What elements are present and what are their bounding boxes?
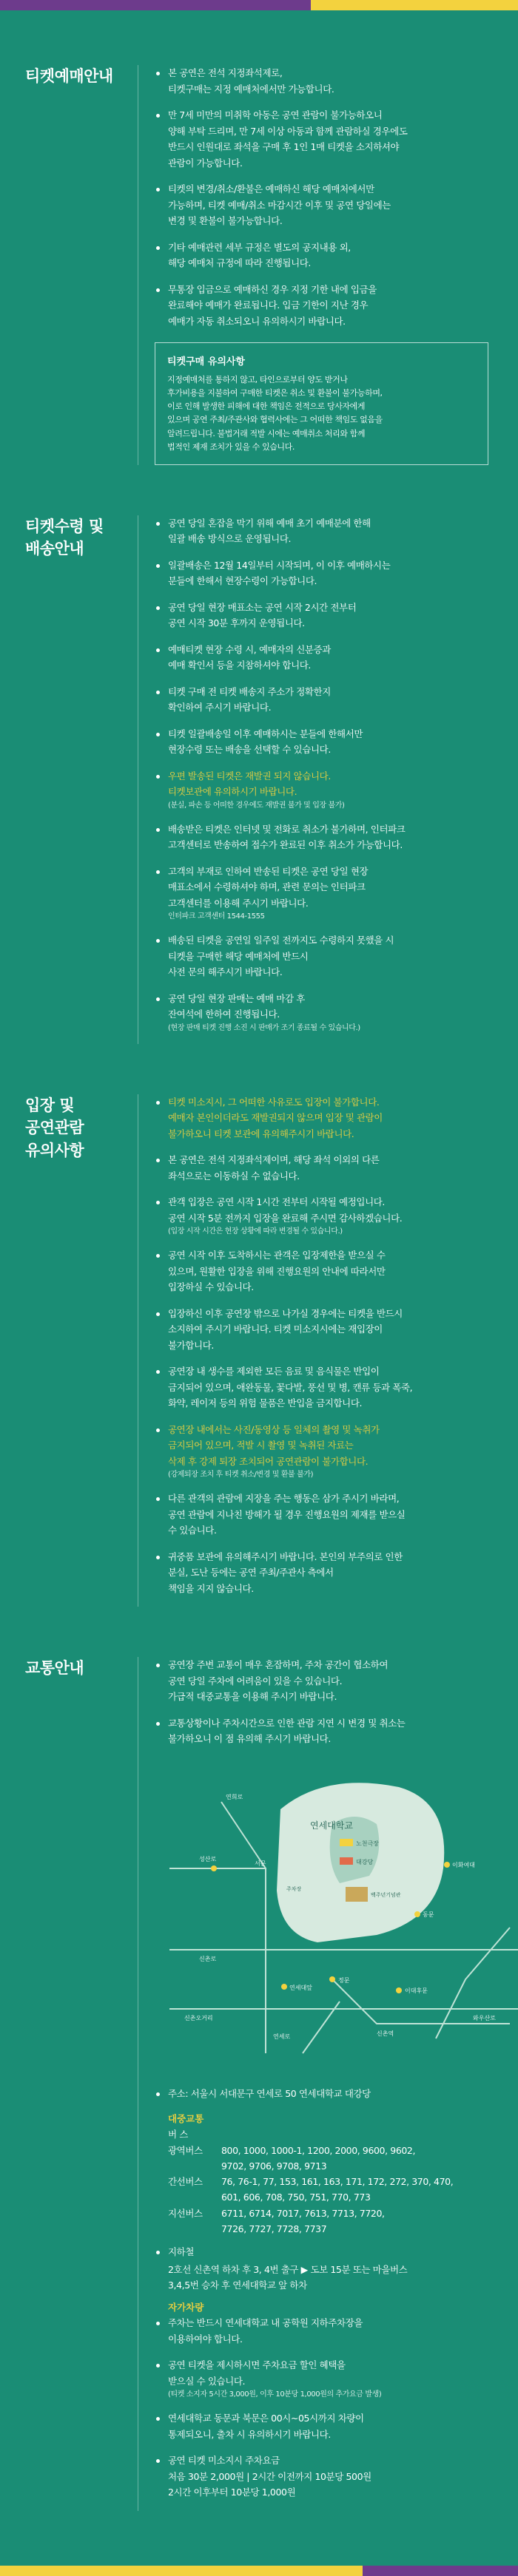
bus-route-numbers: 800, 1000, 1000-1, 1200, 2000, 9600, 9602, 9702, 9706, 9708, 9713 xyxy=(221,2144,416,2172)
road5-label: 와우산로 xyxy=(473,2014,496,2021)
list-item-text: 우편 발송된 티켓은 재발권 되지 않습니다. 티켓보관에 유의하시기 바랍니다. xyxy=(168,770,331,798)
admission-section xyxy=(0,1069,518,1633)
list-item-text: 공연 티켓을 제시하시면 주차요금 할인 혜택을 받으실 수 있습니다. xyxy=(168,2359,346,2387)
list-item: 만 7세 미만의 미취학 아동은 공연 관람이 불가능하오니 양해 부탁 드리며, 만 7세 이상 아동과 함께 관람하실 경우에도 반드시 인원대로 좌석을 구매 후 1인 1매 티켓을 소지하셔야 관람이 가능합니다. xyxy=(155,107,488,171)
list-item: 본 공연은 전석 지정좌석제로, 티켓구매는 지정 예매처에서만 가능합니다. xyxy=(155,65,488,97)
list-item-text: 배송된 티켓을 공연일 일주일 전까지도 수령하지 못했을 시 티켓을 구매한 해당 예매처에 반드시 사전 문의 해주시기 바랍니다. xyxy=(168,935,394,978)
list-item xyxy=(155,557,488,589)
list-item-text: 티켓 구매 전 티켓 배송지 주소가 정확한지 확인하여 주시기 바랍니다. xyxy=(168,685,331,714)
map-svg xyxy=(155,1758,518,2068)
list-item-text: 주차는 반드시 연세대학교 내 공학원 지하주차장을 이용하여야 합니다. xyxy=(168,2317,363,2345)
hall-label: 대강당 xyxy=(356,1858,374,1865)
list-item xyxy=(155,726,488,758)
list-item-text: 공연 당일 현장 판매는 예매 마감 후 잔여석에 한하여 진행됩니다. xyxy=(168,992,305,1020)
list-item: 티켓의 변경/취소/환불은 예매하신 해당 예매처에서만 가능하며, 티켓 예매/취소 마감시간 이후 및 공연 당일에는 변경 및 환불이 불가능합니다. xyxy=(155,181,488,229)
ticket-booking-title: 티켓예매안내 xyxy=(25,67,113,85)
ticket-delivery-title: 티켓수령 및 배송안내 xyxy=(25,517,104,558)
list-item-text: 공연 당일 혼잡을 막기 위해 예매 초기 예매분에 한해 일괄 배송 방식으로 운영됩니다. xyxy=(168,517,371,545)
bus-route-row xyxy=(155,2174,518,2206)
list-item: 공연장 주변 교통이 매우 혼잡하며, 주차 공간이 협소하여 공연 당일 주차에 어려움이 있을 수 있습니다. 가급적 대중교통을 이용해 주시기 바랍니다. xyxy=(155,1657,518,1705)
list-item: 기타 예매관련 세부 규정은 별도의 공지내용 외, 해당 예매처 규정에 따라 진행됩니다. xyxy=(155,240,488,271)
road3-label: 성산로 xyxy=(199,1855,217,1862)
transport-title: 교통안내 xyxy=(25,1659,84,1678)
library-marker xyxy=(346,1887,368,1902)
list-item-note: (입장 시작 시간은 현장 상황에 따라 변경될 수 있습니다.) xyxy=(168,1227,343,1236)
list-item-note: (강제퇴장 조치 후 티켓 취소/변경 및 환불 불가) xyxy=(168,1471,314,1479)
list-item xyxy=(155,2357,518,2400)
notice-text: 지정예매처를 통하지 않고, 타인으로부터 양도 받거나 후가비용을 지불하여 구매한 티켓은 취소 및 환불이 불가능하며, 이로 인해 발생한 피해에 대한 책임은 전적으로 당사자에게 있으며 공연 주최/주관사와 협력사에는 그 어떠한 책임도 없음을 알려드립니다. 불법거래 적발 시에는 예매취소 처리와 함께 법적인 제재 조치가 있을 수 있습니다. xyxy=(167,375,383,452)
list-item-text: 다른 관객의 관람에 지장을 주는 행동은 삼가 주시기 바라며, 공연 관람에 지나친 방해가 될 경우 진행요원의 제재를 받으실 수 있습니다. xyxy=(168,1493,406,1536)
car-heading: 자가차량 xyxy=(168,2302,204,2314)
west-gate-label: 서문 xyxy=(255,1860,266,1867)
transport-info xyxy=(155,2086,518,2501)
ticket-delivery-section xyxy=(0,490,518,1069)
list-item-note: (현장 판매 티켓 진행 소진 시 판매가 조기 종료될 수 있습니다.) xyxy=(168,1023,360,1032)
ticket-booking-list xyxy=(155,65,488,329)
list-item xyxy=(155,768,488,811)
list-item xyxy=(155,600,488,631)
top-color-bar xyxy=(0,0,518,10)
admission-body xyxy=(138,1094,488,1607)
notice-title: 티켓구매 유의사항 xyxy=(167,356,245,367)
list-item xyxy=(155,1306,488,1354)
list-item xyxy=(155,821,488,853)
list-item-text: 티켓 일괄배송일 이후 예매하시는 분들에 한해서만 현장수령 또는 배송을 선택할 수 있습니다. xyxy=(168,728,363,756)
list-item xyxy=(155,864,488,923)
list-item xyxy=(155,1491,488,1539)
list-item-text: 예매티켓 현장 수령 시, 예매자의 신분증과 예매 확인서 등을 지참하셔야 합니다. xyxy=(168,643,331,671)
public-transport-heading: 대중교통 xyxy=(168,2113,204,2125)
car-list xyxy=(155,2315,518,2501)
list-item: 무통장 입금으로 예매하신 경우 지정 기한 내에 입금을 완료해야 예매가 완료됩니다. 입금 기한이 지난 경우 예매가 자동 취소되오니 유의하시기 바랍니다. xyxy=(155,282,488,330)
bottom-color-bar xyxy=(0,2566,518,2576)
road4-label: 신촌오거리 xyxy=(184,2014,213,2021)
list-item xyxy=(155,991,488,1034)
info-page xyxy=(0,10,518,2566)
admission-list xyxy=(155,1094,488,1597)
ticket-purchase-notice-box xyxy=(155,342,488,465)
bus-type-label: 간선버스 xyxy=(168,2176,203,2188)
road1-label: 연세로 xyxy=(273,2033,291,2040)
transport-list xyxy=(155,1657,518,1747)
list-item-text: 배송받은 티켓은 인터넷 및 전화로 취소가 불가하며, 인터파크 고객센터로 반송하여 접수가 완료된 이후 취소가 가능합니다. xyxy=(168,823,406,851)
list-item xyxy=(155,1094,488,1142)
list-item-text: 티켓 미소지시, 그 어떠한 사유로도 입장이 불가합니다. 예매자 본인이더라도 재발권되지 않으며 입장 및 관람이 불가하오니 티켓 보관에 유의해주시기 바랍니다. xyxy=(168,1096,383,1139)
bus-stop-label: 연세대앞 xyxy=(289,1984,312,1991)
bus-route-row xyxy=(155,2143,518,2175)
list-item-text: 본 공연은 전석 지정좌석제이며, 해당 좌석 이외의 다른 좌석으로는 이동하실 수 없습니다. xyxy=(168,1154,380,1182)
parking-label: 주차장 xyxy=(286,1885,302,1892)
bus-route-numbers: 76, 76-1, 77, 153, 161, 163, 171, 172, 272, 370, 470, 601, 606, 708, 750, 751, 770, 773 xyxy=(221,2176,454,2203)
road6-label: 연희로 xyxy=(226,1793,243,1800)
subway-text: 2호선 신촌역 하차 후 3, 4번 출구 ▶ 도보 15분 또는 마을버스 3,4,5번 승차 후 연세대학교 앞 하차 xyxy=(168,2263,408,2291)
transport-section xyxy=(0,1632,518,2535)
ticket-booking-body xyxy=(138,65,488,465)
list-item xyxy=(155,2315,518,2347)
list-item-text: 공연장 내 생수를 제외한 모든 음료 및 음식물은 반입이 금지되어 있으며, 애완동물, 꽃다발, 풍선 및 병, 캔류 등과 폭죽, 화약, 레이저 등의 위험 물품은 반입을 금지합니다. xyxy=(168,1366,413,1409)
list-item xyxy=(155,515,488,547)
bus-route-row xyxy=(155,2206,518,2237)
list-item xyxy=(155,2410,518,2442)
list-item xyxy=(155,1194,488,1237)
subway-label: 신촌역 xyxy=(377,2030,394,2037)
bus-type-label: 지선버스 xyxy=(168,2207,203,2219)
list-item-note: (분실, 파손 등 어떠한 경우에도 재발권 불가 및 입장 불가) xyxy=(168,801,345,810)
subway-list xyxy=(155,2244,518,2260)
library-label: 백주년기념관 xyxy=(371,1891,401,1898)
east-gate-label: 동문 xyxy=(423,1911,434,1918)
main-gate-label: 정문 xyxy=(338,1976,350,1984)
list-item xyxy=(155,1422,488,1481)
list-item-text: 공연 당일 현장 매표소는 공연 시작 2시간 전부터 공연 시작 30분 후까지 운영됩니다. xyxy=(168,601,357,629)
list-item-text: 관객 입장은 공연 시작 1시간 전부터 시작될 예정입니다. 공연 시작 5분 전까지 입장을 완료해 주시면 감사하겠습니다. xyxy=(168,1196,403,1224)
transport-body xyxy=(138,1657,518,2510)
list-item xyxy=(155,1549,488,1597)
list-item xyxy=(155,1247,488,1295)
list-item-text: 고객의 부재로 인하여 반송된 티켓은 공연 당일 현장 매표소에서 수령하셔야 하며, 관련 문의는 인터파크 고객센터를 이용해 주시기 바랍니다. xyxy=(168,865,369,909)
venue-marker xyxy=(340,1839,353,1846)
campus-label: 연세대학교 xyxy=(310,1820,353,1831)
list-item-text: 연세대학교 동문과 북문은 00시~05시까지 차량이 통제되오니, 출차 시 유의하시기 바랍니다. xyxy=(168,2413,364,2440)
list-item-text: 공연 시작 이후 도착하시는 관객은 입장제한을 받으실 수 있으며, 원활한 입장을 위해 진행요원의 안내에 따라서만 입장하실 수 있습니다. xyxy=(168,1250,386,1293)
list-item-text: 공연 티켓 미소지시 주차요금 처음 30분 2,000원 | 2시간 이전까지 10분당 500원 2시간 이후부터 10분당 1,000원 xyxy=(168,2455,371,2498)
list-item-text: 귀중품 보관에 유의해주시기 바랍니다. 본인의 부주의로 인한 분실, 도난 등에는 공연 주최/주관사 측에서 책임을 지지 않습니다. xyxy=(168,1550,403,1594)
bus-type-label: 광역버스 xyxy=(168,2144,203,2156)
location-map xyxy=(155,1758,518,2068)
list-item xyxy=(155,932,488,980)
bus-route-numbers: 6711, 6714, 7017, 7613, 7713, 7720, 7726, 7727, 7728, 7737 xyxy=(221,2207,385,2234)
list-item-note: 인터파크 고객센터 1544-1555 xyxy=(168,912,265,921)
list-item xyxy=(155,1363,488,1411)
bus-rows xyxy=(155,2143,518,2237)
list-item-text: 공연장 내에서는 사진/동영상 등 일체의 촬영 및 녹취가 금지되어 있으며, 적발 시 촬영 및 녹취된 자료는 삭제 후 강제 퇴장 조치되어 공연관람이 불가합니다. xyxy=(168,1423,380,1467)
address-list xyxy=(155,2086,518,2102)
list-item-text: 입장하신 이후 공연장 밖으로 나가실 경우에는 티켓을 반드시 소지하여 주시기 바랍니다. 티켓 미소지시에는 재입장이 불가합니다. xyxy=(168,1307,403,1351)
bus-stop2-label: 이대후문 xyxy=(405,1987,428,1994)
road2-label: 신촌로 xyxy=(199,1955,217,1962)
list-item: 교통상황이나 주차시간으로 인한 관람 지연 시 변경 및 취소는 불가하오니 이 점 유의해 주시기 바랍니다. xyxy=(155,1715,518,1747)
address: 주소: 서울시 서대문구 연세로 50 연세대학교 대강당 xyxy=(155,2086,518,2102)
ticket-delivery-list xyxy=(155,515,488,1034)
admission-title: 입장 및 공연관람 유의사항 xyxy=(25,1096,84,1159)
venue-label: 노천극장 xyxy=(356,1840,379,1847)
ticket-booking-section xyxy=(0,40,518,490)
subway-heading: 지하철 xyxy=(155,2244,518,2260)
list-item xyxy=(155,1152,488,1184)
bus-heading: 버 스 xyxy=(168,2129,188,2141)
ticket-delivery-body xyxy=(138,515,488,1044)
station2-label: 이화여대 xyxy=(452,1861,475,1868)
list-item xyxy=(155,642,488,674)
list-item xyxy=(155,2453,518,2501)
hall-marker xyxy=(340,1857,353,1865)
list-item xyxy=(155,684,488,716)
list-item-text: 일괄배송은 12월 14일부터 시작되며, 이 이후 예매하시는 분들에 한해서 현장수령이 가능합니다. xyxy=(168,559,391,587)
list-item-note: (티켓 소지자 5시간 3,000원, 이후 10분당 1,000원의 추가요금 발생) xyxy=(168,2390,382,2399)
